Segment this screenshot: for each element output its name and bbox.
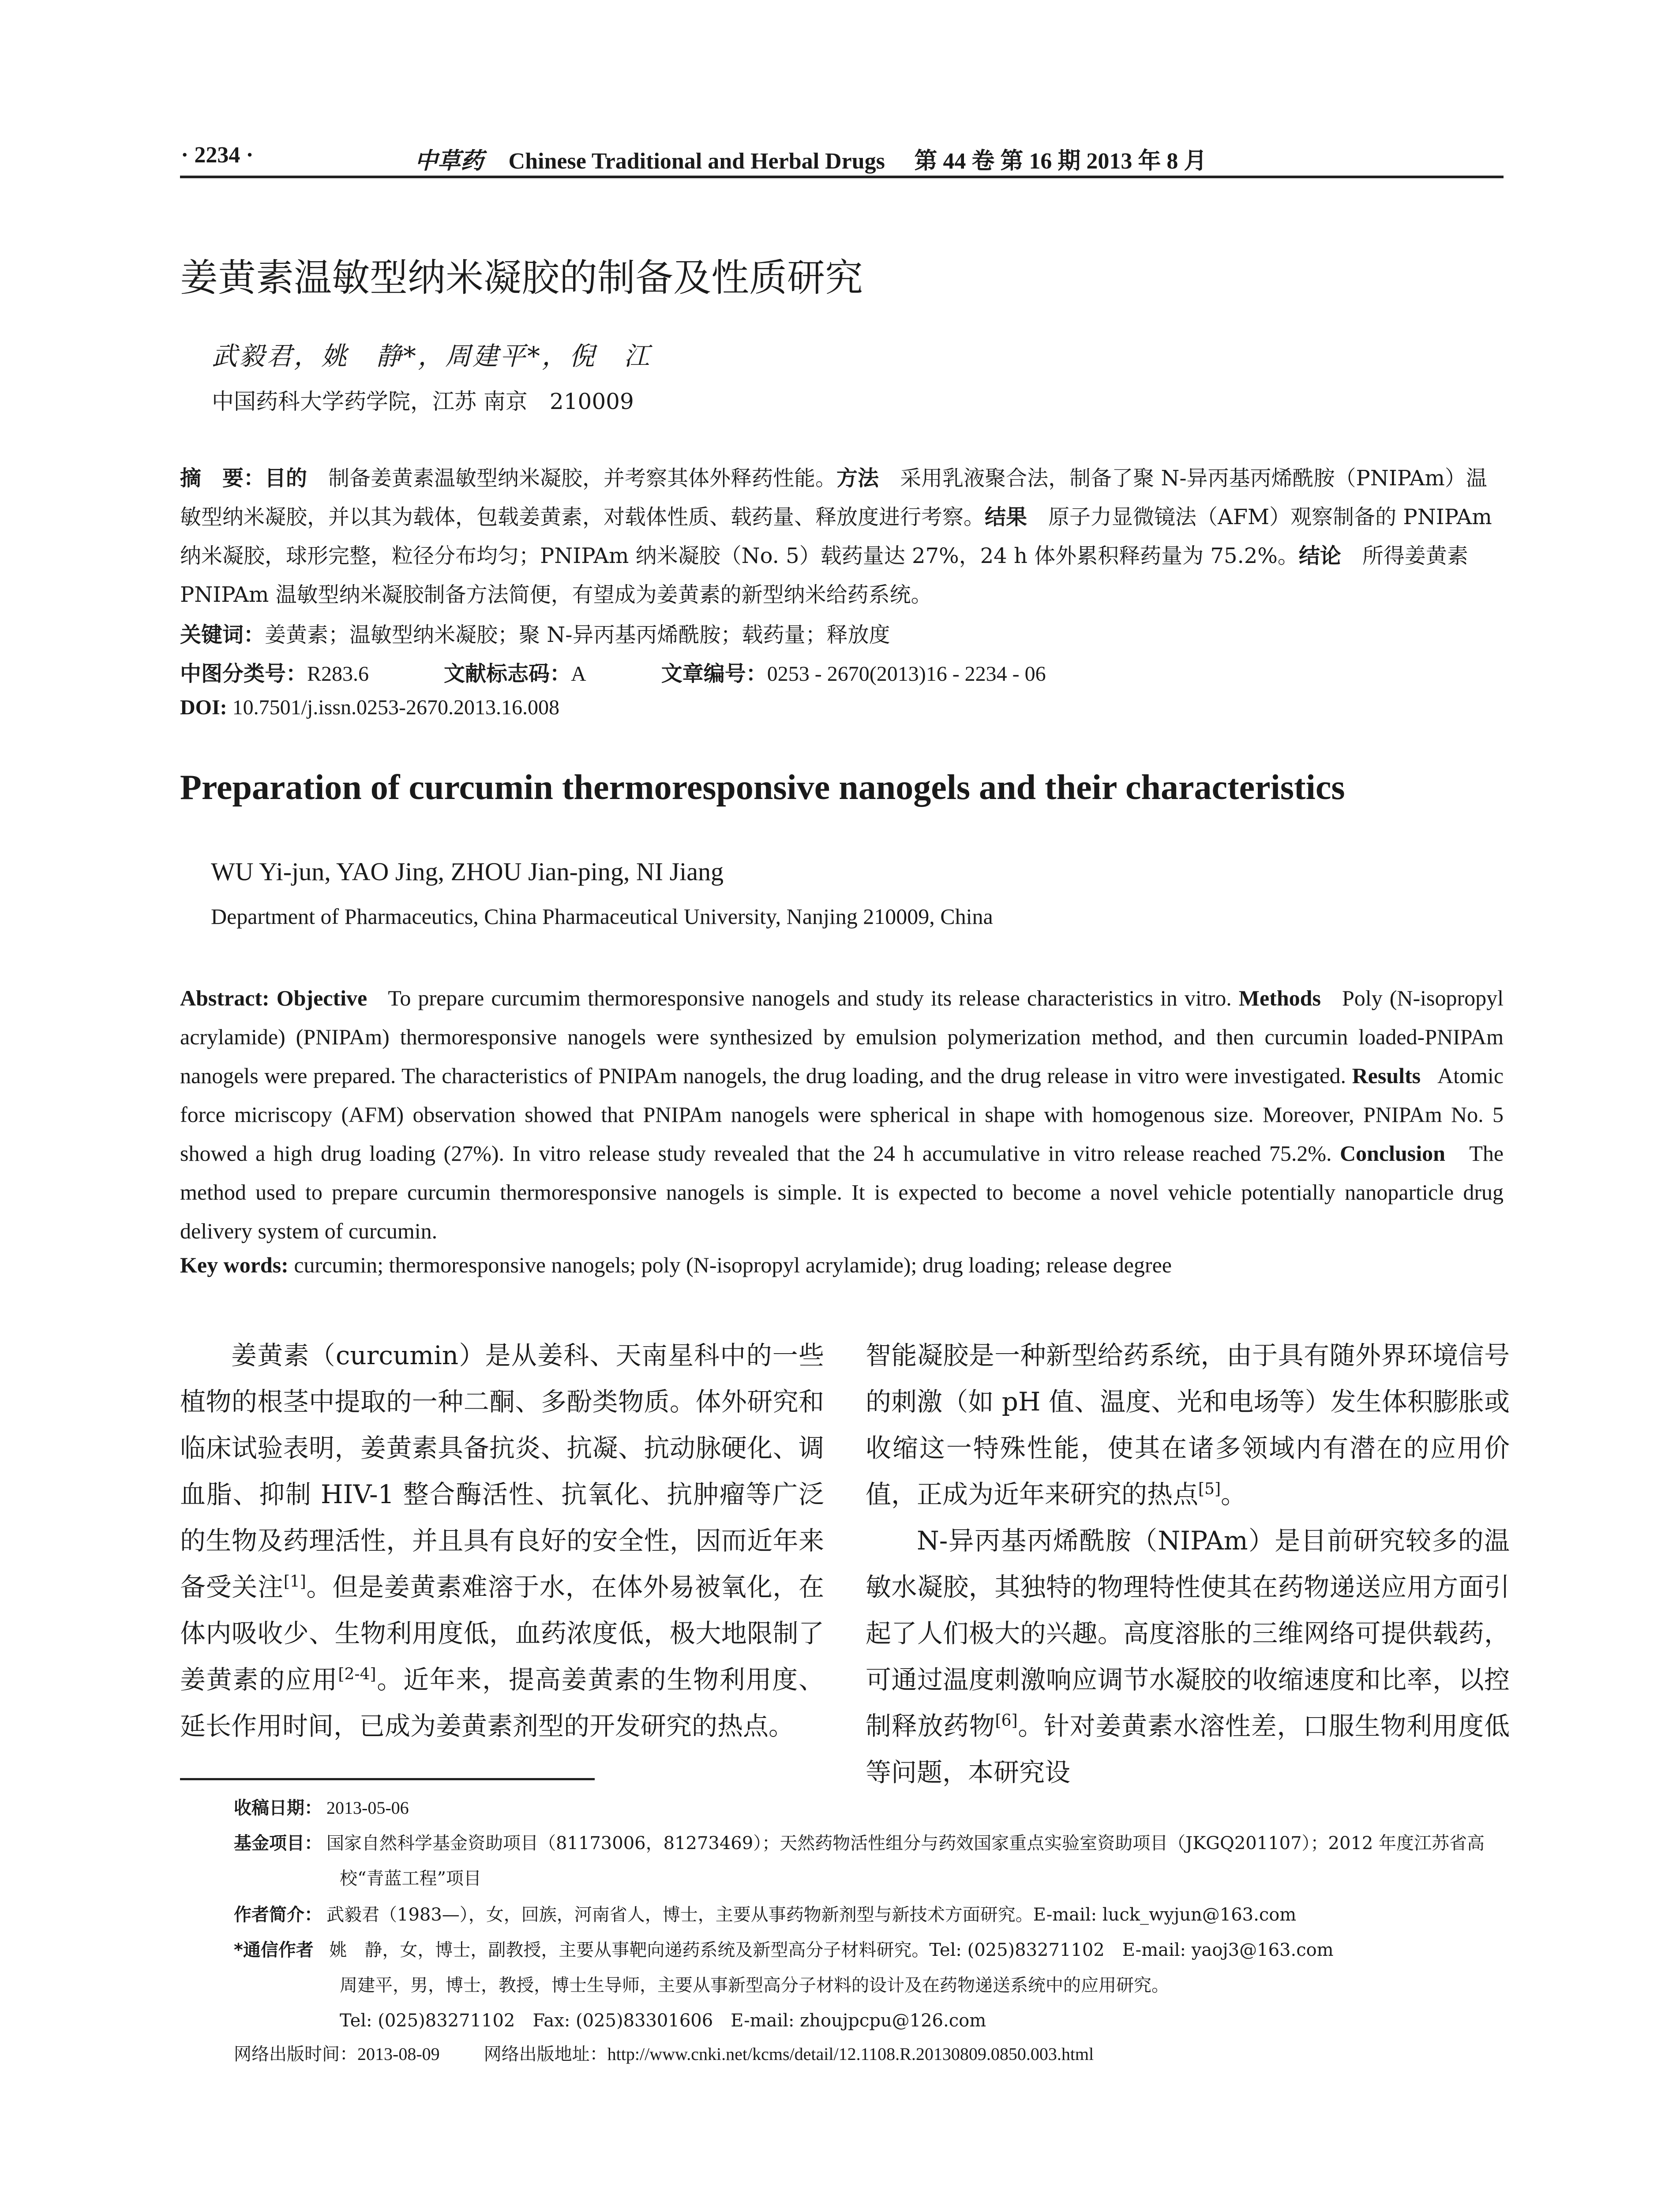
body-text: N-异丙基丙烯酰胺（NIPAm）是目前研究较多的温敏水凝胶，其独特的物理特性使其在药物递送应用方面引起了人们极大的兴趣。高度溶胀的三维网络可提供载药，可通过温度刺激响应调节水凝胶的收缩速度和比率，以控制释放药物 [866, 1526, 1510, 1741]
objective-en: To prepare curcumim thermoresponsive nanogels and study its release characteristics in vitro. [388, 986, 1232, 1010]
fund-text: 国家自然科学基金资助项目（81173006，81273469）；天然药物活性组分与药效国家重点实验室资助项目（JKGQ201107）；2012 年度江苏省高校“青蓝工程”项目 [326, 1833, 1485, 1889]
methods-en: Poly (N-isopropyl acrylamide) (PNIPAm) thermoresponsive nanogels were synthesized by emulsion polymerization method, and then curcumin loaded-PNIPAm nanogels were prepared. The characteristics of PNIPAm nanogels, the drug loading, and the drug release in vitro were investigated. [180, 986, 1504, 1088]
body-column-right [866, 1332, 1510, 1796]
online-date: 2013-08-09 [357, 2044, 440, 2064]
abstract-cn-label: 摘 要： [180, 466, 265, 491]
body-paragraph [180, 1332, 824, 1749]
journal-volume: 第 44 卷 第 16 期 2013 年 8 月 [914, 149, 1207, 174]
title-en: Preparation of curcumin thermoresponsive nanogels and their characteristics [180, 768, 1345, 807]
received-label: 收稿日期： [234, 1798, 322, 1818]
keywords-cn-text: 姜黄素；温敏型纳米凝胶；聚 N-异丙基丙烯酰胺；载药量；释放度 [265, 623, 890, 647]
citation[interactable]: [6] [995, 1711, 1018, 1730]
body-text: 智能凝胶是一种新型给药系统，由于具有随外界环境信号的刺激（如 pH 值、温度、光和电场等）发生体积膨胀或收缩这一特殊性能，使其在诸多领域内有潜在的应用价值，正成为近年来研究的热点 [866, 1340, 1510, 1509]
affiliation-en: Department of Pharmaceutics, China Pharmaceutical University, Nanjing 210009, China [211, 904, 993, 929]
footnote-rule [180, 1778, 595, 1780]
conclusion-en: The method used to prepare curcumin thermoresponsive nanogels is simple. It is expected to become a novel vehicle potentially nanoparticle drug delivery system of curcumin. [180, 1141, 1504, 1243]
doi-value[interactable]: 10.7501/j.issn.0253-2670.2013.16.008 [232, 696, 560, 719]
clc-value: R283.6 [307, 662, 369, 686]
journal-info [415, 142, 1207, 175]
objective-cn-label: 目的 [265, 466, 308, 491]
methods-cn: 采用乳液聚合法，制备了聚 N-异丙基丙烯酰胺（PNIPAm）温敏型纳米凝胶，并以其为载体，包载姜黄素，对载体性质、载药量、释放度进行考察。 [180, 466, 1487, 529]
online-url[interactable]: http://www.cnki.net/kcms/detail/12.1108.R.20130809.0850.003.html [607, 2044, 1094, 2064]
body-paragraph [866, 1518, 1510, 1796]
journal-name-cn: 中草药 [415, 147, 484, 174]
author-label: 作者简介： [234, 1905, 322, 1925]
conclusion-cn: 所得姜黄素 PNIPAm 温敏型纳米凝胶制备方法简便，有望成为姜黄素的新型纳米给药系统。 [180, 544, 1468, 607]
affiliation-cn: 中国药科大学药学院，江苏 南京 210009 [212, 389, 634, 414]
doc-code-label: 文献标志码： [444, 661, 571, 686]
footnote-corresponding [234, 1932, 1504, 2038]
clc-label: 中图分类号： [180, 661, 308, 686]
footnote-author [234, 1897, 1504, 1932]
page-number: · 2234 · [181, 143, 254, 168]
body-column-left [180, 1332, 824, 1749]
url-label: 网络出版地址： [484, 2044, 608, 2064]
abstract-en [180, 979, 1504, 1250]
citation[interactable]: [2-4] [338, 1665, 376, 1684]
abstract-cn [180, 459, 1504, 614]
corresponding-1: 姚 静，女，博士，副教授，主要从事靶向递药系统及新型高分子材料研究。Tel: (025)83271102 E-mail: yaoj3@163.com [329, 1940, 1334, 1960]
fund-label: 基金项目： [234, 1833, 322, 1853]
keywords-en-text: curcumin; thermoresponsive nanogels; poly (N-isopropyl acrylamide); drug loading; release degree [294, 1253, 1172, 1277]
keywords-en-label: Key words: [180, 1253, 289, 1277]
results-cn-label: 结果 [985, 505, 1028, 529]
body-paragraph [866, 1332, 1510, 1518]
abstract-en-label: Abstract: Objective [180, 986, 368, 1010]
results-en: Atomic force micriscopy (AFM) observation showed that PNIPAm nanogels were spherical in shape with homogenous size. Moreover, PNIPAm No. 5 showed a high drug loading (27%). In vitro release study revealed that the 24 h accumulative in vitro release reached 75.2%. [180, 1063, 1504, 1166]
results-en-label: Results [1352, 1063, 1421, 1088]
keywords-cn [180, 618, 890, 648]
title-cn: 姜黄素温敏型纳米凝胶的制备及性质研究 [180, 256, 863, 300]
footnote-received [234, 1790, 1504, 1826]
authors-cn: 武毅君，姚 静*，周建平*，倪 江 [212, 341, 652, 371]
body-text: 。近年来，提高姜黄素的生物利用度、延长作用时间，已成为姜黄素剂型的开发研究的热点。 [180, 1665, 824, 1741]
footnote-online [234, 2037, 1504, 2072]
received-date: 2013-05-06 [326, 1798, 409, 1818]
body-text: 。针对姜黄素水溶性差，口服生物利用度低等问题，本研究设 [866, 1711, 1510, 1787]
body-text: 。但是姜黄素难溶于水，在体外易被氧化，在体内吸收少、生物利用度低，血药浓度低，极大地限制了姜黄素的应用 [180, 1572, 824, 1695]
doi-line [180, 695, 559, 720]
results-cn: 原子力显微镜法（AFM）观察制备的 PNIPAm 纳米凝胶，球形完整，粒径分布均匀；PNIPAm 纳米凝胶（No. 5）载药量达 27%，24 h 体外累积释药量为 75.2%。 [180, 505, 1492, 568]
citation[interactable]: [1] [283, 1572, 306, 1591]
methods-cn-label: 方法 [836, 466, 879, 491]
doi-label: DOI: [180, 696, 227, 719]
corresponding-3: Tel: (025)83271102 Fax: (025)83301606 E-mail: zhoujpcpu@126.com [340, 2011, 986, 2031]
conclusion-en-label: Conclusion [1339, 1141, 1445, 1166]
footnote-fund [234, 1826, 1504, 1896]
body-text: 。 [1221, 1479, 1247, 1509]
corresponding-label: *通信作者 [234, 1940, 314, 1960]
online-label: 网络出版时间： [234, 2044, 357, 2064]
author-text: 武毅君（1983—），女，回族，河南省人，博士，主要从事药物新剂型与新技术方面研究。E-mail: luck_wyjun@163.com [326, 1905, 1297, 1925]
article-no-value: 0253 - 2670(2013)16 - 2234 - 06 [767, 662, 1046, 686]
journal-name-en: Chinese Traditional and Herbal Drugs [508, 149, 885, 174]
classification-line [180, 657, 1046, 687]
citation[interactable]: [5] [1198, 1480, 1221, 1498]
conclusion-cn-label: 结论 [1298, 544, 1341, 568]
methods-en-label: Methods [1238, 986, 1321, 1010]
corresponding-2: 周建平，男，博士，教授，博士生导师，主要从事新型高分子材料的设计及在药物递送系统中的应用研究。 [340, 1975, 1169, 1996]
objective-cn: 制备姜黄素温敏型纳米凝胶，并考察其体外释药性能。 [307, 466, 837, 491]
keywords-en [180, 1252, 1504, 1278]
doc-code-value: A [571, 662, 586, 686]
article-no-label: 文章编号： [661, 661, 767, 686]
running-header [181, 142, 1504, 177]
authors-en: WU Yi-jun, YAO Jing, ZHOU Jian-ping, NI Jiang [211, 857, 724, 886]
body-text: 姜黄素（curcumin）是从姜科、天南星科中的一些植物的根茎中提取的一种二酮、多酚类物质。体外研究和临床试验表明，姜黄素具备抗炎、抗凝、抗动脉硬化、调血脂、抑制 HIV-1 整合酶活性、抗氧化、抗肿瘤等广泛的生物及药理活性，并且具有良好的安全性，因而近年来备受关注 [180, 1340, 824, 1602]
keywords-cn-label: 关键词： [180, 623, 265, 647]
header-rule [180, 176, 1504, 178]
